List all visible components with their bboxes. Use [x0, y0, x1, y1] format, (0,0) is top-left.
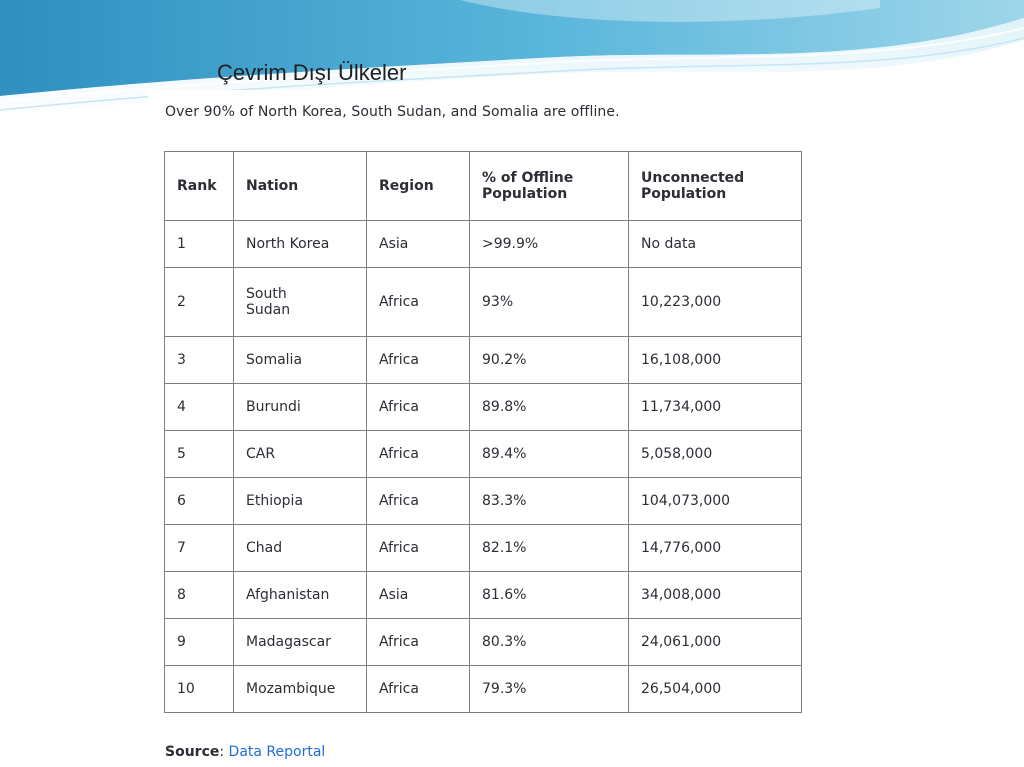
cell-nation: Afghanistan — [234, 572, 367, 619]
cell-region: Africa — [367, 666, 470, 713]
table-row — [165, 619, 802, 666]
cell-rank: 1 — [165, 221, 234, 268]
cell-unconnected-population: 10,223,000 — [629, 268, 802, 337]
table-header-row — [165, 152, 802, 221]
cell-offline-percent: 81.6% — [470, 572, 629, 619]
cell-nation: Ethiopia — [234, 478, 367, 525]
source-label: Source — [165, 744, 220, 760]
slide-title: Çevrim Dışı Ülkeler — [217, 60, 407, 85]
table-row — [165, 572, 802, 619]
cell-unconnected-population: 34,008,000 — [629, 572, 802, 619]
cell-nation: South Sudan — [234, 268, 367, 337]
cell-region: Africa — [367, 431, 470, 478]
cell-offline-percent: 93% — [470, 268, 629, 337]
cell-nation: North Korea — [234, 221, 367, 268]
table-row — [165, 478, 802, 525]
cell-rank: 8 — [165, 572, 234, 619]
cell-offline-percent: 89.4% — [470, 431, 629, 478]
header-rank: Rank — [165, 152, 234, 221]
cell-nation: Madagascar — [234, 619, 367, 666]
cell-unconnected-population: 5,058,000 — [629, 431, 802, 478]
cell-nation: Somalia — [234, 337, 367, 384]
table-row — [165, 431, 802, 478]
table-subtitle: Over 90% of North Korea, South Sudan, and Somalia are offline. — [165, 104, 620, 120]
offline-countries-table — [164, 151, 802, 713]
cell-unconnected-population: 14,776,000 — [629, 525, 802, 572]
cell-offline-percent: 82.1% — [470, 525, 629, 572]
cell-offline-percent: >99.9% — [470, 221, 629, 268]
cell-offline-percent: 83.3% — [470, 478, 629, 525]
cell-region: Africa — [367, 478, 470, 525]
cell-unconnected-population: No data — [629, 221, 802, 268]
cell-region: Africa — [367, 619, 470, 666]
cell-unconnected-population: 24,061,000 — [629, 619, 802, 666]
cell-nation: Mozambique — [234, 666, 367, 713]
cell-unconnected-population: 11,734,000 — [629, 384, 802, 431]
table-row — [165, 337, 802, 384]
header-unconnected-population: Unconnected Population — [629, 152, 802, 221]
cell-offline-percent: 80.3% — [470, 619, 629, 666]
cell-rank: 10 — [165, 666, 234, 713]
source-line — [165, 744, 325, 760]
cell-rank: 7 — [165, 525, 234, 572]
table-row — [165, 268, 802, 337]
cell-region: Asia — [367, 572, 470, 619]
cell-offline-percent: 79.3% — [470, 666, 629, 713]
source-separator: : — [219, 744, 229, 760]
table-row — [165, 666, 802, 713]
header-nation: Nation — [234, 152, 367, 221]
cell-nation: CAR — [234, 431, 367, 478]
cell-nation: Chad — [234, 525, 367, 572]
cell-unconnected-population: 16,108,000 — [629, 337, 802, 384]
cell-rank: 4 — [165, 384, 234, 431]
cell-offline-percent: 89.8% — [470, 384, 629, 431]
cell-region: Asia — [367, 221, 470, 268]
table-row — [165, 525, 802, 572]
cell-rank: 9 — [165, 619, 234, 666]
header-offline-percent: % of Offline Population — [470, 152, 629, 221]
cell-rank: 6 — [165, 478, 234, 525]
cell-region: Africa — [367, 384, 470, 431]
cell-unconnected-population: 26,504,000 — [629, 666, 802, 713]
cell-region: Africa — [367, 525, 470, 572]
header-region: Region — [367, 152, 470, 221]
cell-rank: 3 — [165, 337, 234, 384]
cell-unconnected-population: 104,073,000 — [629, 478, 802, 525]
cell-rank: 2 — [165, 268, 234, 337]
cell-offline-percent: 90.2% — [470, 337, 629, 384]
cell-rank: 5 — [165, 431, 234, 478]
cell-region: Africa — [367, 268, 470, 337]
cell-region: Africa — [367, 337, 470, 384]
source-link[interactable]: Data Reportal — [228, 744, 326, 760]
cell-nation: Burundi — [234, 384, 367, 431]
table-row — [165, 221, 802, 268]
table-row — [165, 384, 802, 431]
